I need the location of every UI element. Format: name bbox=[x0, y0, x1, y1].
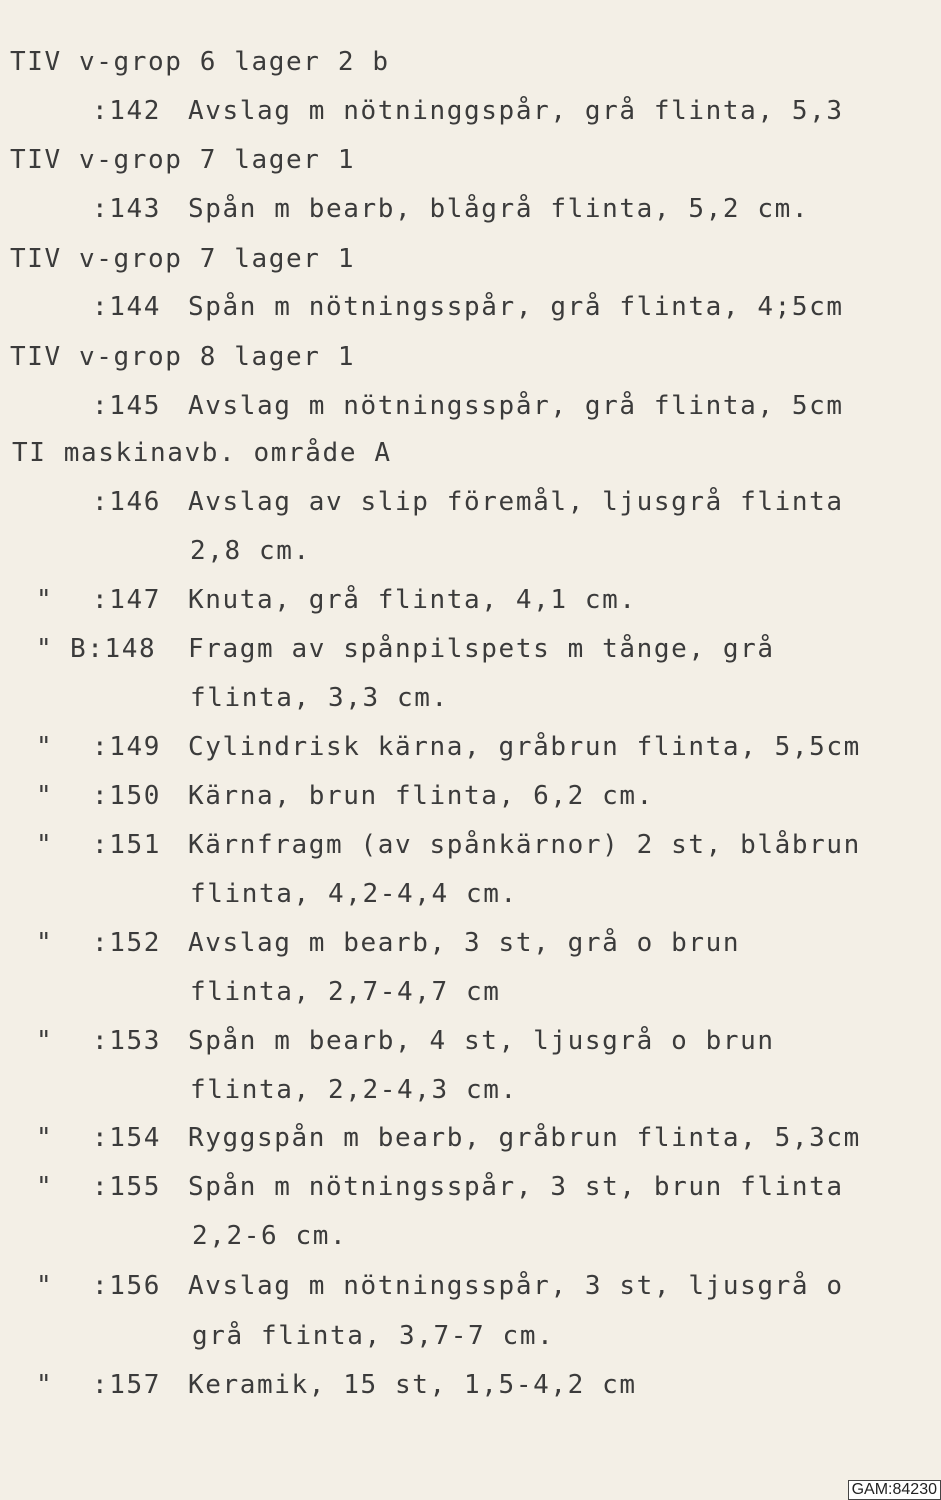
section-heading: TIV v-grop 7 lager 1 bbox=[10, 145, 356, 175]
item-description-continued: 2,2-6 cm. bbox=[192, 1221, 348, 1251]
section-heading: TIV v-grop 6 lager 2 b bbox=[10, 47, 390, 77]
catalog-id-stamp: GAM:84230 bbox=[848, 1480, 941, 1500]
item-description: Spån m nötningsspår, grå flinta, 4;5cm bbox=[188, 292, 844, 322]
item-number: B:148 bbox=[70, 634, 157, 664]
item-description-continued: 2,8 cm. bbox=[190, 536, 311, 566]
item-description: Avslag m bearb, 3 st, grå o brun bbox=[188, 928, 741, 958]
item-description: Fragm av spånpilspets m tånge, grå bbox=[188, 634, 775, 664]
item-number: :147 bbox=[92, 585, 162, 615]
ditto-mark: " bbox=[36, 732, 52, 762]
item-number: :144 bbox=[92, 292, 162, 322]
item-description-continued: flinta, 2,2-4,3 cm. bbox=[190, 1075, 518, 1105]
item-description: Spån m bearb, 4 st, ljusgrå o brun bbox=[188, 1026, 775, 1056]
item-description: Avslag m nötningsspår, grå flinta, 5cm bbox=[188, 391, 844, 421]
item-number: :145 bbox=[92, 391, 162, 421]
item-description-continued: flinta, 3,3 cm. bbox=[190, 683, 449, 713]
ditto-mark: " bbox=[36, 585, 52, 615]
ditto-mark: " bbox=[36, 634, 52, 664]
item-description: Knuta, grå flinta, 4,1 cm. bbox=[188, 585, 637, 615]
ditto-mark: " bbox=[36, 830, 52, 860]
item-description-continued: flinta, 4,2-4,4 cm. bbox=[190, 879, 518, 909]
item-number: :149 bbox=[92, 732, 162, 762]
item-description: Kärnfragm (av spånkärnor) 2 st, blåbrun bbox=[188, 830, 861, 860]
item-description: Cylindrisk kärna, gråbrun flinta, 5,5cm bbox=[188, 732, 861, 762]
ditto-mark: " bbox=[36, 1026, 52, 1056]
item-description: Avslag m nötninggspår, grå flinta, 5,3 bbox=[188, 96, 844, 126]
ditto-mark: " bbox=[36, 1271, 52, 1301]
item-number: :157 bbox=[92, 1370, 162, 1400]
item-number: :142 bbox=[92, 96, 162, 126]
item-description: Avslag av slip föremål, ljusgrå flinta bbox=[188, 487, 844, 517]
item-description: Kärna, brun flinta, 6,2 cm. bbox=[188, 781, 654, 811]
item-number: :146 bbox=[92, 487, 162, 517]
item-description-continued: flinta, 2,7-4,7 cm bbox=[190, 977, 501, 1007]
ditto-mark: " bbox=[36, 1123, 52, 1153]
section-heading: TI maskinavb. område A bbox=[12, 438, 392, 468]
ditto-mark: " bbox=[36, 781, 52, 811]
item-number: :154 bbox=[92, 1123, 162, 1153]
item-description: Avslag m nötningsspår, 3 st, ljusgrå o bbox=[188, 1271, 844, 1301]
section-heading: TIV v-grop 8 lager 1 bbox=[10, 342, 356, 372]
item-number: :150 bbox=[92, 781, 162, 811]
item-description: Ryggspån m bearb, gråbrun flinta, 5,3cm bbox=[188, 1123, 861, 1153]
item-description: Spån m nötningsspår, 3 st, brun flinta bbox=[188, 1172, 844, 1202]
ditto-mark: " bbox=[36, 1172, 52, 1202]
item-number: :156 bbox=[92, 1271, 162, 1301]
item-number: :153 bbox=[92, 1026, 162, 1056]
item-description-continued: grå flinta, 3,7-7 cm. bbox=[192, 1321, 555, 1351]
item-description: Keramik, 15 st, 1,5-4,2 cm bbox=[188, 1370, 637, 1400]
item-number: :155 bbox=[92, 1172, 162, 1202]
section-heading: TIV v-grop 7 lager 1 bbox=[10, 244, 356, 274]
item-description: Spån m bearb, blågrå flinta, 5,2 cm. bbox=[188, 194, 810, 224]
item-number: :151 bbox=[92, 830, 162, 860]
item-number: :152 bbox=[92, 928, 162, 958]
item-number: :143 bbox=[92, 194, 162, 224]
ditto-mark: " bbox=[36, 1370, 52, 1400]
ditto-mark: " bbox=[36, 928, 52, 958]
